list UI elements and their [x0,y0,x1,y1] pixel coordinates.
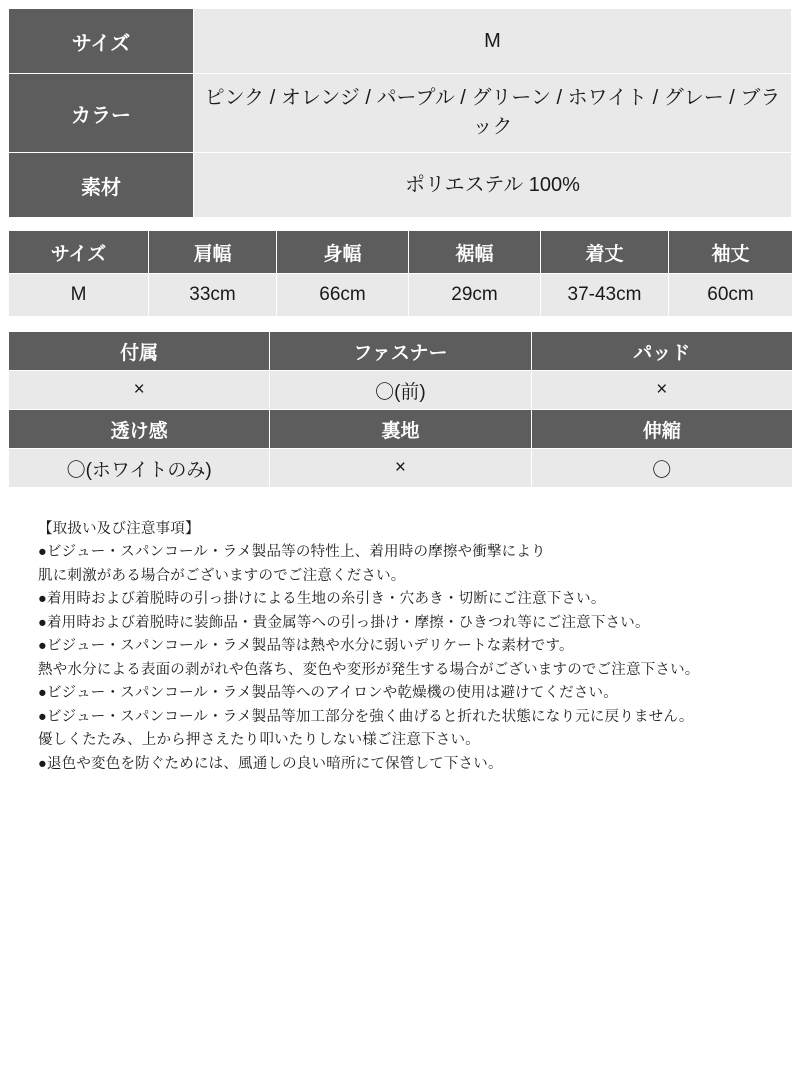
care-note-line: 優しくたたみ、上から押さえたり叩いたりしない様ご注意下さい。 [38,732,480,749]
attr-header-stretch: 伸縮 [531,410,792,449]
spec-value-color: ピンク / オレンジ / パープル / グリーン / ホワイト / グレー / ブラック [194,74,792,153]
attr-header-accessory: 付属 [9,332,270,371]
attr-value-zipper: 〇(前) [270,371,531,410]
table-header-row [9,231,793,274]
care-note-line: ●着用時および着脱時の引っ掛けによる生地の糸引き・穴あき・切断にご注意下さい。 [38,591,606,608]
attr-header-pad: パッド [531,332,792,371]
care-notes [38,518,792,776]
size-cell-sleeve: 60cm [669,274,793,317]
size-col-header-sleeve: 袖丈 [669,231,793,274]
spec-label-color: カラー [9,74,194,153]
spec-table [8,8,792,218]
spec-label-size: サイズ [9,9,194,74]
size-col-header-bust: 身幅 [277,231,409,274]
table-header-row [9,332,793,371]
size-cell-size: M [9,274,149,317]
care-note-line: 肌に刺激がある場合がございますのでご注意ください。 [38,567,406,584]
attr-value-accessory: × [9,371,270,410]
size-col-header-size: サイズ [9,231,149,274]
table-row [9,9,792,74]
table-row [9,371,793,410]
care-note-line: ●ビジュー・スパンコール・ラメ製品等の特性上、着用時の摩擦や衝撃により [38,544,546,561]
attr-value-sheerness: 〇(ホワイトのみ) [9,449,270,488]
size-col-header-shoulder: 肩幅 [149,231,277,274]
care-note-line: ●ビジュー・スパンコール・ラメ製品等加工部分を強く曲げると折れた状態になり元に戻りません。 [38,708,694,725]
spec-value-size: M [194,9,792,74]
size-col-header-length: 着丈 [541,231,669,274]
attribute-table [8,331,793,488]
table-row [9,74,792,153]
table-row [9,153,792,218]
care-note-line: ●ビジュー・スパンコール・ラメ製品等は熱や水分に弱いデリケートな素材です。 [38,638,574,655]
care-note-line: 熱や水分による表面の剥がれや色落ち、変色や変形が発生する場合がございますのでご注意下さい。 [38,661,700,678]
size-cell-shoulder: 33cm [149,274,277,317]
attr-header-sheerness: 透け感 [9,410,270,449]
attr-header-lining: 裏地 [270,410,531,449]
size-measurement-table [8,230,793,317]
care-note-line: ●退色や変色を防ぐためには、風通しの良い暗所にて保管して下さい。 [38,755,503,772]
size-col-header-hem: 裾幅 [409,231,541,274]
attr-value-lining: × [270,449,531,488]
spec-label-material: 素材 [9,153,194,218]
table-row [9,449,793,488]
care-note-line: ●着用時および着脱時に装飾品・貴金属等への引っ掛け・摩擦・ひきつれ等にご注意下さい。 [38,614,650,631]
size-cell-length: 37-43cm [541,274,669,317]
size-cell-hem: 29cm [409,274,541,317]
attr-value-stretch: 〇 [531,449,792,488]
care-note-line: ●ビジュー・スパンコール・ラメ製品等へのアイロンや乾燥機の使用は避けてください。 [38,685,618,702]
table-row [9,274,793,317]
table-header-row [9,410,793,449]
attr-header-zipper: ファスナー [270,332,531,371]
size-cell-bust: 66cm [277,274,409,317]
attr-value-pad: × [531,371,792,410]
spec-value-material: ポリエステル 100% [194,153,792,218]
care-notes-title: 【取扱い及び注意事項】 [38,521,200,537]
